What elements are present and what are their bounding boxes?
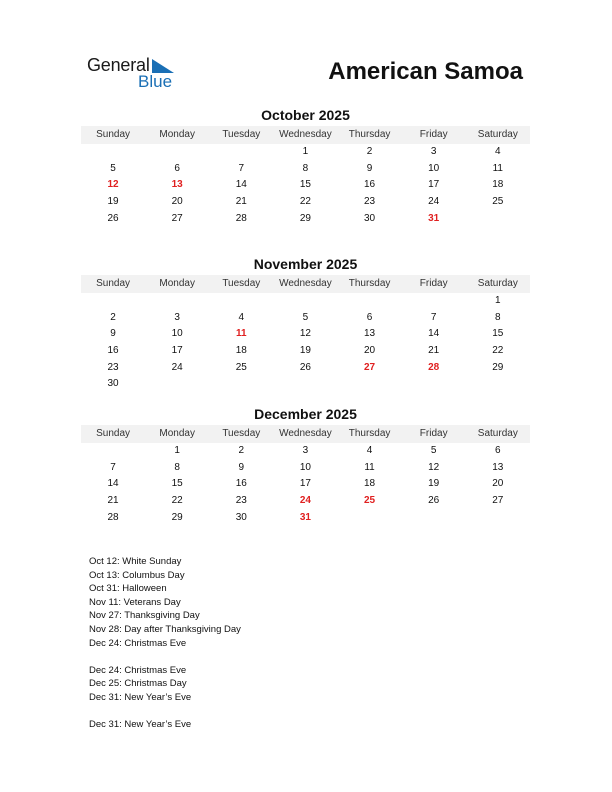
weekday-label: Saturday — [477, 428, 518, 439]
date-cell: 23 — [107, 361, 119, 373]
logo-flag-icon — [152, 59, 174, 73]
holiday-date: 25 — [364, 495, 376, 507]
date-cell: 18 — [364, 478, 376, 490]
date-cell: 9 — [110, 328, 116, 340]
date-cell: 16 — [364, 179, 376, 191]
holiday-date: 24 — [299, 495, 311, 507]
weekday-label: Sunday — [96, 278, 131, 289]
date-cell: 21 — [107, 495, 119, 507]
date-cell — [81, 443, 145, 460]
date-cell — [273, 293, 337, 310]
week-row — [81, 460, 530, 477]
date-cell: 29 — [492, 361, 504, 373]
date-cell: 25 — [235, 361, 247, 373]
date-cell: 10 — [299, 461, 311, 473]
holiday-date: 13 — [171, 179, 183, 191]
holiday-entry: Dec 31: New Year’s Eve — [89, 691, 192, 703]
holiday-entry: Nov 27: Thanksgiving Day — [89, 610, 200, 622]
weekday-label: Monday — [159, 129, 195, 140]
date-cell: 14 — [428, 328, 440, 340]
weekday-label: Tuesday — [222, 278, 261, 289]
date-cell: 15 — [492, 328, 504, 340]
date-cell: 15 — [299, 179, 311, 191]
date-cell — [338, 510, 402, 527]
weekday-label: Wednesday — [279, 278, 332, 289]
holiday-entry: Nov 28: Day after Thanksgiving Day — [89, 623, 241, 635]
week-row — [81, 161, 530, 178]
date-cell: 1 — [174, 445, 180, 456]
date-cell: 30 — [107, 378, 119, 390]
date-cell: 27 — [492, 495, 504, 507]
date-cell: 21 — [428, 345, 440, 357]
date-cell — [145, 293, 209, 310]
date-cell: 8 — [302, 162, 309, 174]
date-cell: 9 — [238, 461, 245, 473]
weekday-label: Sunday — [96, 129, 131, 140]
holiday-group — [89, 718, 241, 732]
date-cell: 13 — [364, 328, 376, 340]
date-cell: 27 — [171, 212, 183, 224]
date-cell: 7 — [430, 311, 437, 323]
date-cell: 10 — [171, 328, 183, 340]
weekday-label: Monday — [159, 278, 195, 289]
date-cell — [402, 293, 466, 310]
weekday-label: Friday — [419, 428, 448, 439]
weekday-label: Thursday — [348, 129, 391, 140]
date-cell: 15 — [171, 478, 183, 490]
holiday-date: 12 — [107, 179, 119, 191]
date-cell: 30 — [364, 212, 376, 224]
holiday-date: 31 — [428, 212, 440, 224]
date-cell: 12 — [299, 328, 311, 340]
month-december — [81, 405, 530, 526]
week-row — [81, 211, 530, 228]
logo — [87, 55, 187, 93]
date-cell — [81, 144, 145, 161]
date-cell: 26 — [107, 212, 119, 224]
date-cell: 17 — [428, 179, 440, 191]
date-cell — [209, 144, 273, 161]
date-cell: 10 — [428, 162, 440, 174]
month-title: October 2025 — [261, 107, 350, 123]
date-cell: 23 — [235, 495, 247, 507]
holiday-list — [89, 555, 241, 745]
weekday-label: Saturday — [477, 129, 518, 140]
date-cell: 1 — [302, 146, 309, 157]
logo-text-blue: Blue — [138, 72, 173, 91]
date-cell: 25 — [492, 196, 504, 208]
date-cell: 6 — [495, 445, 501, 456]
date-cell: 26 — [428, 495, 440, 507]
date-cell: 6 — [366, 311, 373, 323]
date-cell: 6 — [174, 162, 180, 174]
date-cell: 5 — [430, 445, 437, 456]
date-cell — [338, 376, 402, 393]
date-cell: 4 — [495, 146, 501, 157]
week-row — [81, 343, 530, 360]
date-cell — [273, 376, 337, 393]
weekday-label: Wednesday — [279, 129, 332, 140]
date-cell: 17 — [299, 478, 311, 490]
date-cell: 16 — [235, 478, 247, 490]
week-row — [81, 310, 530, 327]
holiday-entry: Nov 11: Veterans Day — [89, 596, 181, 608]
week-row — [81, 194, 530, 211]
holiday-entry: Dec 31: New Year’s Eve — [89, 719, 192, 731]
week-row — [81, 376, 530, 393]
date-cell — [402, 376, 466, 393]
holiday-date: 28 — [428, 361, 440, 373]
date-cell: 4 — [366, 445, 373, 456]
date-cell: 30 — [235, 511, 247, 523]
date-cell: 1 — [495, 295, 501, 306]
date-cell: 5 — [302, 311, 309, 323]
date-cell: 16 — [107, 345, 119, 357]
holiday-date: 31 — [299, 511, 311, 523]
date-cell: 29 — [171, 511, 183, 523]
holiday-entry: Dec 25: Christmas Day — [89, 678, 187, 690]
date-cell: 20 — [492, 478, 504, 490]
date-cell: 18 — [235, 345, 247, 357]
holiday-entry: Dec 24: Christmas Eve — [89, 664, 187, 676]
date-cell: 22 — [171, 495, 183, 507]
weekday-label: Tuesday — [222, 129, 261, 140]
date-cell — [466, 510, 530, 527]
holiday-entry: Oct 31: Halloween — [89, 583, 167, 595]
date-cell: 24 — [171, 361, 183, 373]
week-row — [81, 177, 530, 194]
weekday-label: Sunday — [96, 428, 131, 439]
holiday-date: 27 — [364, 361, 376, 373]
holiday-group — [89, 664, 241, 705]
date-cell: 18 — [492, 179, 504, 191]
logo-text-general: General — [87, 55, 150, 75]
weekday-label: Wednesday — [279, 428, 332, 439]
date-cell: 9 — [366, 162, 373, 174]
date-cell: 22 — [299, 196, 311, 208]
month-november — [81, 255, 530, 393]
date-cell: 20 — [171, 196, 183, 208]
weekday-label: Tuesday — [222, 428, 261, 439]
date-cell: 28 — [235, 212, 247, 224]
date-cell: 23 — [364, 196, 376, 208]
date-cell: 4 — [238, 311, 245, 323]
date-cell: 3 — [302, 445, 309, 456]
date-cell: 5 — [110, 162, 116, 174]
weekday-label: Thursday — [348, 278, 391, 289]
date-cell: 22 — [492, 345, 504, 357]
date-cell: 7 — [110, 461, 116, 473]
week-row — [81, 144, 530, 161]
holiday-group — [89, 555, 241, 650]
date-cell: 26 — [299, 361, 311, 373]
week-row — [81, 326, 530, 343]
date-cell: 11 — [364, 461, 375, 473]
date-cell: 19 — [107, 196, 119, 208]
date-cell — [466, 376, 530, 393]
date-cell: 8 — [174, 461, 180, 473]
holiday-entry: Oct 13: Columbus Day — [89, 569, 185, 581]
date-cell: 2 — [110, 311, 116, 323]
date-cell — [145, 376, 209, 393]
date-cell: 7 — [238, 162, 245, 174]
weekday-label: Friday — [419, 129, 448, 140]
date-cell — [402, 510, 466, 527]
weekday-label: Thursday — [348, 428, 391, 439]
date-cell — [145, 144, 209, 161]
weekday-label: Friday — [419, 278, 448, 289]
weekday-header — [81, 275, 530, 293]
country-title: American Samoa — [328, 58, 523, 85]
week-row — [81, 293, 530, 310]
date-cell: 28 — [107, 511, 119, 523]
date-cell: 19 — [299, 345, 311, 357]
weekday-label: Monday — [159, 428, 195, 439]
date-cell: 11 — [492, 162, 503, 174]
weekday-label: Saturday — [477, 278, 518, 289]
date-cell: 14 — [107, 478, 119, 490]
week-row — [81, 476, 530, 493]
date-cell: 14 — [235, 179, 247, 191]
date-cell: 3 — [430, 146, 437, 157]
month-title: December 2025 — [254, 406, 357, 422]
date-cell: 20 — [364, 345, 376, 357]
week-row — [81, 360, 530, 377]
week-row — [81, 443, 530, 460]
weekday-header — [81, 126, 530, 144]
month-october — [81, 106, 530, 227]
date-cell: 8 — [495, 311, 501, 323]
week-row — [81, 493, 530, 510]
date-cell: 12 — [428, 461, 440, 473]
holiday-entry: Oct 12: White Sunday — [89, 556, 182, 567]
date-cell — [209, 376, 273, 393]
date-cell — [81, 293, 145, 310]
date-cell — [209, 293, 273, 310]
date-cell: 19 — [428, 478, 440, 490]
weekday-header — [81, 425, 530, 443]
holiday-entry: Dec 24: Christmas Eve — [89, 637, 187, 649]
date-cell: 24 — [428, 196, 440, 208]
date-cell: 21 — [235, 196, 247, 208]
date-cell — [466, 211, 530, 228]
holiday-date: 11 — [236, 328, 247, 340]
date-cell: 3 — [174, 311, 180, 323]
date-cell — [338, 293, 402, 310]
date-cell: 13 — [492, 461, 504, 473]
date-cell: 17 — [171, 345, 183, 357]
date-cell: 29 — [299, 212, 311, 224]
week-row — [81, 510, 530, 527]
month-title: November 2025 — [253, 256, 358, 272]
date-cell: 2 — [238, 445, 245, 456]
date-cell: 2 — [366, 146, 373, 157]
